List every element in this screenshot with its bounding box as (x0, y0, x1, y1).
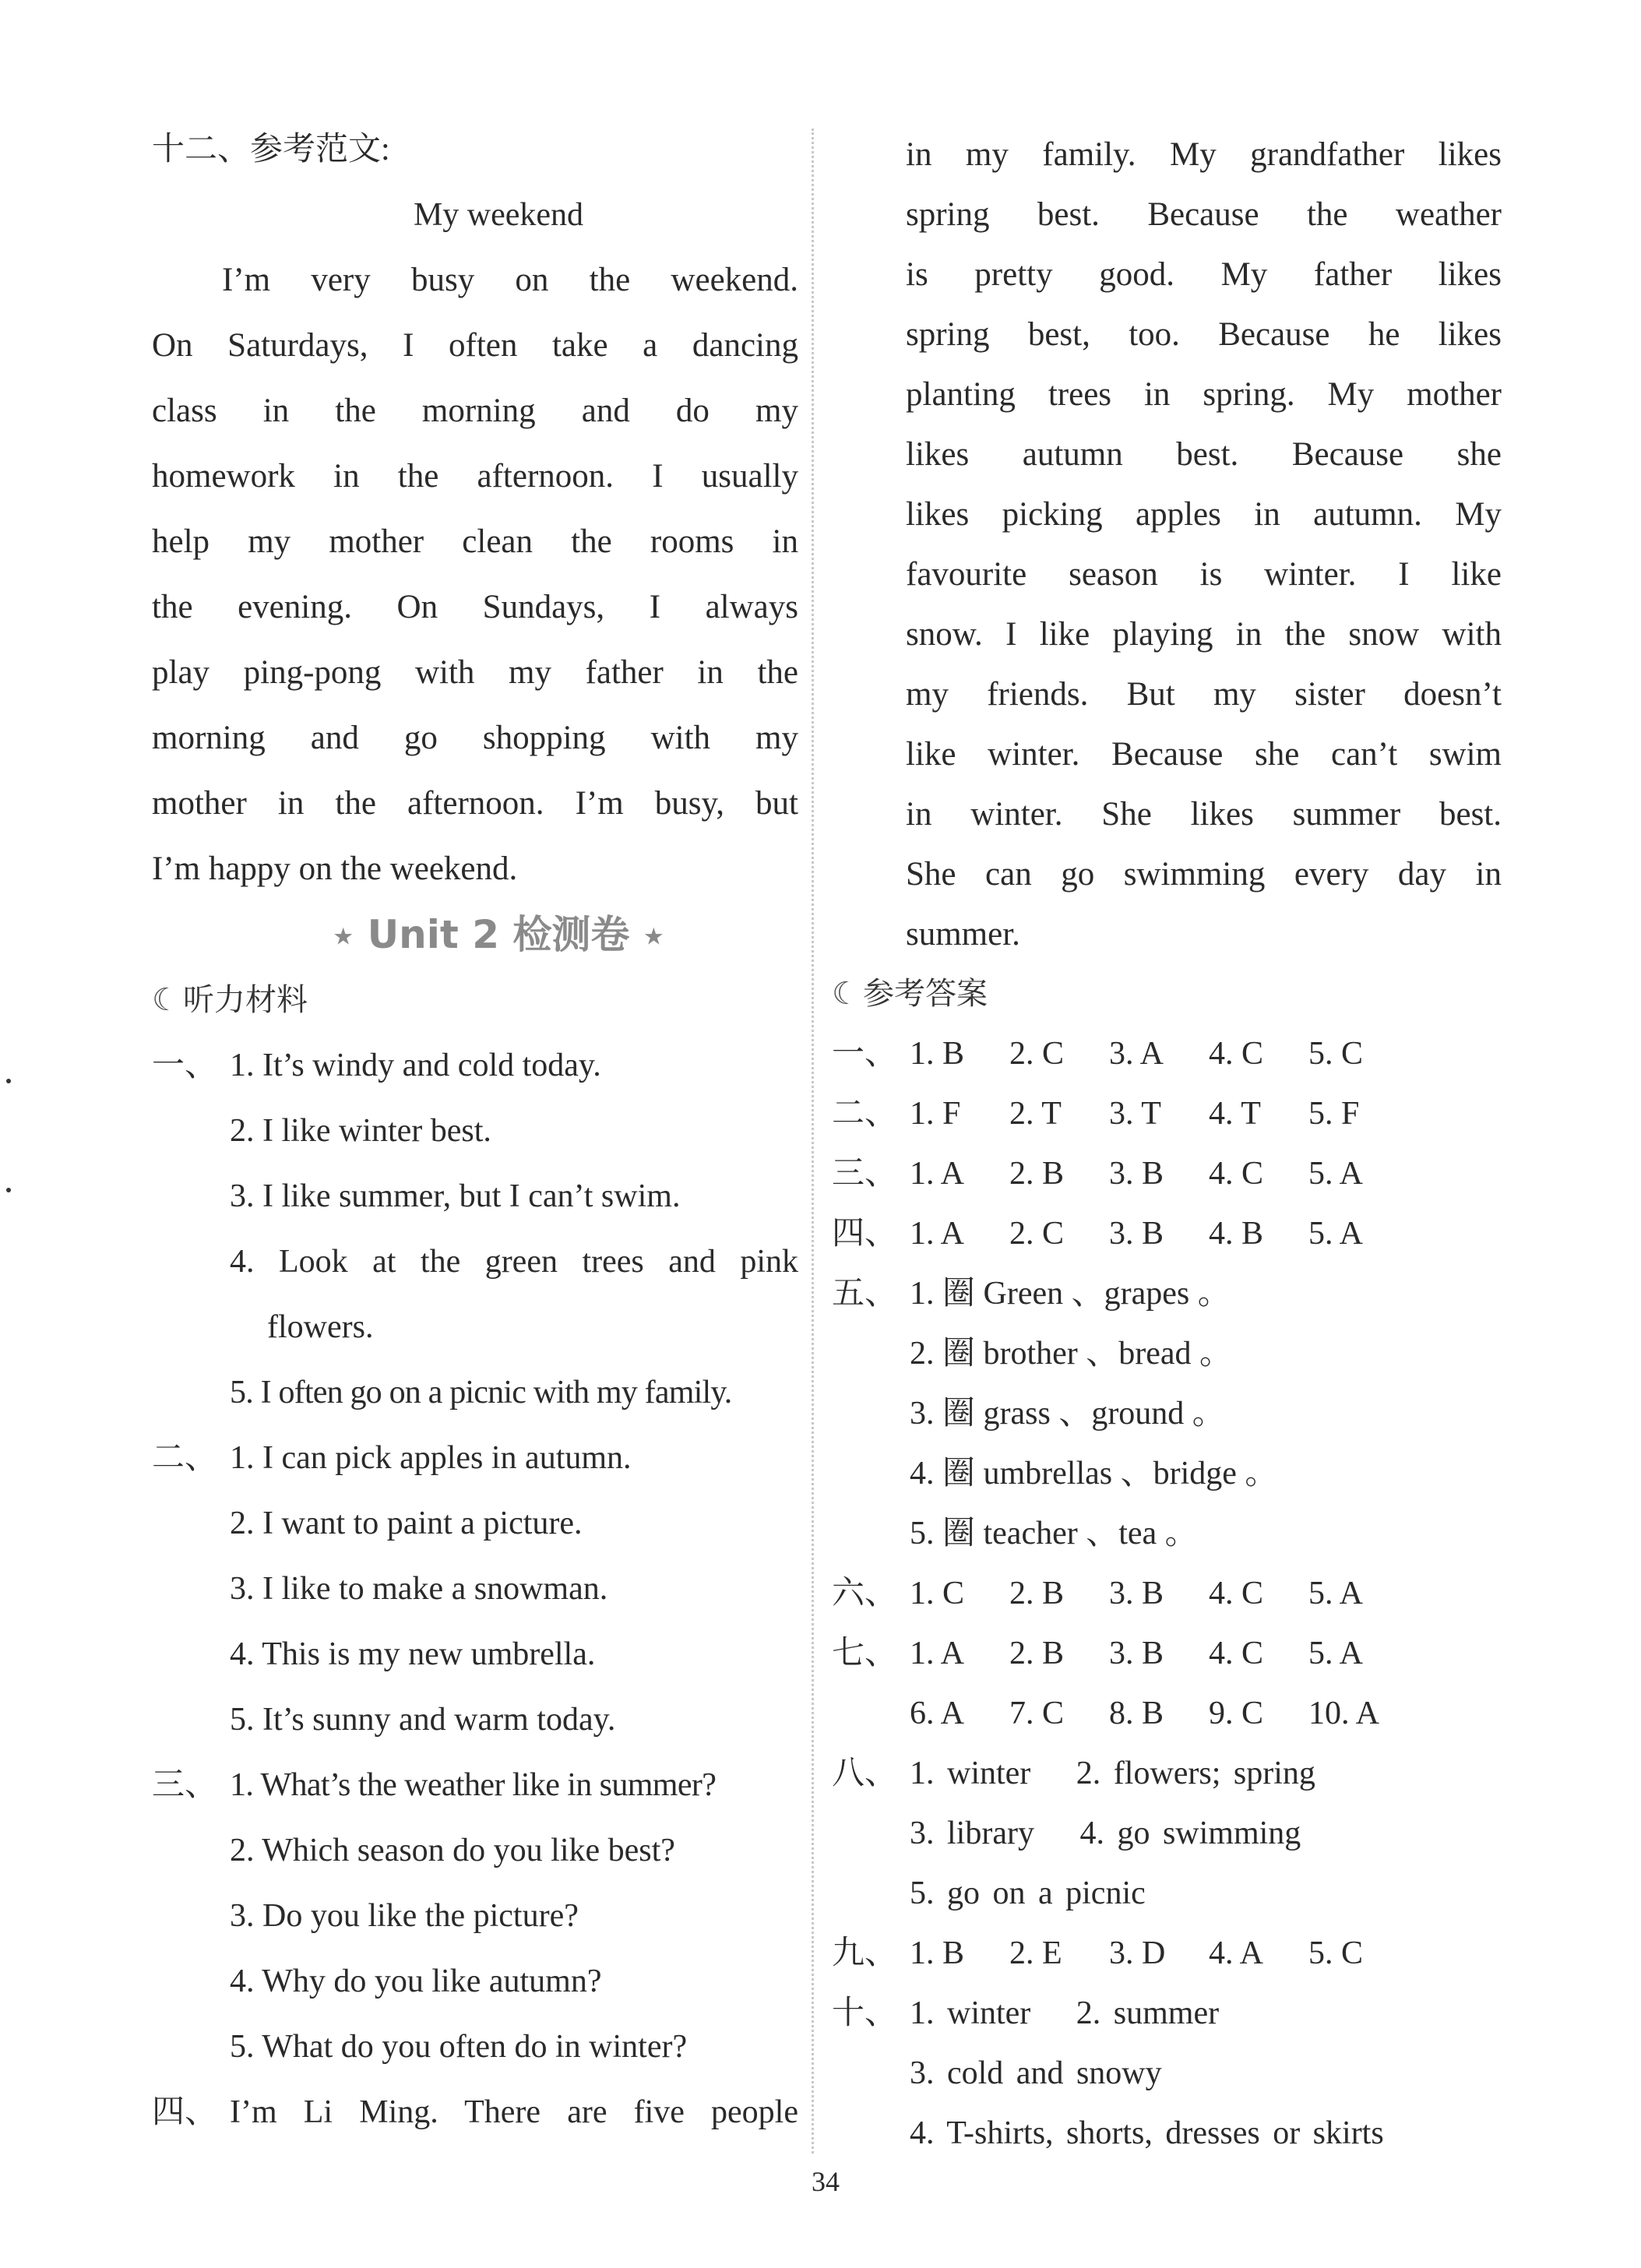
passage-line: favourite season is winter. I like (906, 556, 1502, 593)
group-number: 九、 (832, 1935, 898, 1971)
item-text: 1. It’s windy and cold today. (230, 1048, 601, 1083)
answer-text: 3. library 4. go swimming (910, 1815, 1301, 1851)
list-item (152, 2014, 798, 2080)
answer-row (832, 1504, 1502, 1564)
list-item (152, 1360, 798, 1425)
passage-line: my friends. But my sister doesn’t (906, 676, 1502, 713)
list-item (152, 1949, 798, 2014)
item-text: flowers. (267, 1309, 374, 1345)
answer-cell: 5. A (1308, 1576, 1364, 1611)
answer-row (832, 2104, 1502, 2164)
answer-row (832, 1324, 1502, 1384)
answer-text: 1. 圈 Green 、grapes 。 (910, 1276, 1231, 1312)
answer-row (832, 1684, 1502, 1744)
answer-row (832, 1744, 1502, 1804)
group-number: 六、 (832, 1576, 898, 1611)
list-item (152, 1622, 798, 1687)
item-text: 2. I like winter best. (230, 1113, 491, 1149)
essay-line: I’m very busy on the weekend. (222, 262, 798, 298)
list-item (152, 1556, 798, 1622)
answers-heading-text: 参考答案 (863, 976, 988, 1012)
answer-row (832, 2044, 1502, 2104)
list-item (152, 2080, 798, 2145)
item-text: 2. Which season do you like best? (230, 1833, 675, 1868)
answer-cell: 2. C (1009, 1216, 1065, 1252)
answer-row (832, 1924, 1502, 1984)
essay-body (152, 248, 798, 902)
passage-line: She can go swimming every day in (906, 856, 1502, 893)
answer-cell: 3. B (1109, 1576, 1164, 1611)
item-text: I’m Li Ming. There are five people (230, 2094, 798, 2130)
group-number: 十、 (832, 1995, 898, 2031)
answer-cell: 5. F (1308, 1096, 1360, 1132)
passage-line: is pretty good. My father likes (906, 256, 1502, 293)
answer-row (832, 1084, 1502, 1144)
answer-cell: 4. T (1209, 1096, 1261, 1132)
answer-cell: 4. C (1209, 1036, 1264, 1072)
answer-cell: 3. B (1109, 1216, 1164, 1252)
answer-cell: 2. C (1009, 1036, 1065, 1072)
answer-row (832, 1984, 1502, 2044)
answer-row (832, 1264, 1502, 1324)
passage-line: spring best. Because the weather (906, 196, 1502, 233)
passage-line: likes picking apples in autumn. My (906, 496, 1502, 533)
left-column (152, 117, 798, 2145)
answer-cell: 8. B (1109, 1696, 1164, 1731)
list-item (152, 1098, 798, 1164)
answer-cell: 2. E (1009, 1935, 1062, 1971)
answer-cell: 9. C (1209, 1696, 1264, 1731)
item-text: 4. This is my new umbrella. (230, 1636, 596, 1672)
unit-title-text: Unit 2 检测卷 (367, 912, 630, 957)
group-number: 四、 (832, 1216, 898, 1252)
listening-passage (832, 125, 1502, 964)
passage-line: planting trees in spring. My mother (906, 376, 1502, 413)
right-column (832, 125, 1502, 2164)
essay-line: play ping-pong with my father in the (152, 654, 798, 691)
group-number: 三、 (832, 1156, 898, 1192)
answer-row (832, 1024, 1502, 1084)
group-number: 七、 (832, 1636, 898, 1671)
answer-cell: 5. A (1308, 1156, 1364, 1192)
answer-cell: 3. B (1109, 1156, 1164, 1192)
group-number: 五、 (832, 1276, 898, 1312)
answer-cell: 2. B (1009, 1156, 1065, 1192)
column-divider (812, 129, 814, 2154)
group-number: 三、 (152, 1767, 218, 1803)
item-text: 5. It’s sunny and warm today. (230, 1702, 616, 1738)
answer-cell: 2. B (1009, 1636, 1065, 1671)
answer-cell: 3. T (1109, 1096, 1161, 1132)
essay-title: My weekend (413, 197, 584, 233)
passage-line: likes autumn best. Because she (906, 436, 1502, 473)
essay-line: I’m happy on the weekend. (152, 850, 518, 887)
passage-line: spring best, too. Because he likes (906, 316, 1502, 353)
passage-line: like winter. Because she can’t swim (906, 736, 1502, 773)
answer-cell: 1. A (910, 1156, 965, 1192)
answer-cell: 1. A (910, 1216, 965, 1252)
star-icon: ★ (643, 923, 664, 951)
group-number: 八、 (832, 1756, 898, 1791)
item-text: 2. I want to paint a picture. (230, 1506, 583, 1541)
unit-title (152, 902, 798, 967)
answer-cell: 2. B (1009, 1576, 1065, 1611)
answer-cell: 5. C (1308, 1935, 1364, 1971)
list-item (152, 1818, 798, 1883)
answer-cell: 5. C (1308, 1036, 1364, 1072)
item-text: 1. What’s the weather like in summer? (230, 1767, 717, 1803)
list-item (152, 1687, 798, 1752)
list-item (152, 1752, 798, 1818)
star-icon: ★ (333, 923, 354, 951)
passage-line: summer. (906, 916, 1020, 953)
essay-line: homework in the afternoon. I usually (152, 458, 798, 495)
answer-row (832, 1564, 1502, 1624)
answer-cell: 3. B (1109, 1636, 1164, 1671)
list-item (152, 1491, 798, 1556)
answer-cell: 3. A (1109, 1036, 1164, 1072)
answer-cell: 10. A (1308, 1696, 1380, 1731)
margin-dot (6, 1079, 11, 1083)
section-12-heading: 十二、参考范文: (152, 132, 390, 167)
essay-line: class in the morning and do my (152, 393, 798, 429)
answer-cell: 1. A (910, 1636, 965, 1671)
item-text: 3. Do you like the picture? (230, 1898, 579, 1934)
list-item (152, 1164, 798, 1229)
answer-row (832, 1384, 1502, 1444)
list-item (152, 1229, 798, 1294)
listening-heading-text: 听力材料 (183, 982, 308, 1018)
answer-text: 3. 圈 grass 、ground 。 (910, 1396, 1225, 1432)
group-number: 一、 (832, 1036, 898, 1072)
group-number: 一、 (152, 1048, 218, 1083)
item-text: 5. I often go on a picnic with my family. (230, 1375, 732, 1410)
essay-line: the evening. On Sundays, I always (152, 589, 798, 625)
answer-cell: 4. C (1209, 1636, 1264, 1671)
passage-line: in my family. My grandfather likes (906, 136, 1502, 173)
answer-row (832, 1144, 1502, 1204)
answer-cell: 5. A (1308, 1636, 1364, 1671)
essay-line: help my mother clean the rooms in (152, 523, 798, 560)
answer-cell: 1. B (910, 1036, 965, 1072)
list-item (152, 1033, 798, 1098)
item-text: 3. I like summer, but I can’t swim. (230, 1178, 681, 1214)
answer-cell: 4. C (1209, 1156, 1264, 1192)
page-number: 34 (812, 2166, 840, 2197)
answer-cell: 6. A (910, 1696, 965, 1731)
answer-text: 1. winter 2. flowers; spring (910, 1756, 1315, 1791)
answer-text: 3. cold and snowy (910, 2055, 1162, 2091)
answer-cell: 3. D (1109, 1935, 1166, 1971)
answer-cell: 2. T (1009, 1096, 1062, 1132)
answer-text: 4. 圈 umbrellas 、bridge 。 (910, 1456, 1278, 1491)
answer-row (832, 1444, 1502, 1504)
passage-line: snow. I like playing in the snow with (906, 616, 1502, 653)
answer-row (832, 1204, 1502, 1264)
answer-cell: 4. C (1209, 1576, 1264, 1611)
group-number: 四、 (152, 2094, 218, 2130)
answers-heading (832, 964, 1502, 1024)
passage-line: in winter. She likes summer best. (906, 796, 1502, 833)
group-number: 二、 (832, 1096, 898, 1132)
answer-cell: 7. C (1009, 1696, 1065, 1731)
answer-cell: 1. F (910, 1096, 961, 1132)
answer-cell: 4. A (1209, 1935, 1264, 1971)
item-text: 1. I can pick apples in autumn. (230, 1440, 632, 1476)
item-text: 4. Look at the green trees and pink (230, 1244, 798, 1280)
answer-cell: 5. A (1308, 1216, 1364, 1252)
leaf-icon: ☾ (152, 982, 180, 1018)
answer-row (832, 1864, 1502, 1924)
answer-text: 4. T-shirts, shorts, dresses or skirts (910, 2115, 1384, 2151)
answer-text: 5. go on a picnic (910, 1875, 1146, 1911)
list-item (152, 1294, 798, 1360)
essay-line: morning and go shopping with my (152, 720, 798, 756)
leaf-icon: ☾ (832, 976, 860, 1012)
answer-row (832, 1624, 1502, 1684)
answer-text: 2. 圈 brother 、bread 。 (910, 1336, 1233, 1372)
item-text: 5. What do you often do in winter? (230, 2029, 688, 2065)
item-text: 3. I like to make a snowman. (230, 1571, 608, 1607)
answer-row (832, 1804, 1502, 1864)
answer-cell: 4. B (1209, 1216, 1264, 1252)
group-number: 二、 (152, 1440, 218, 1476)
listening-heading (152, 967, 798, 1033)
answer-text: 1. winter 2. summer (910, 1995, 1220, 2031)
answer-cell: 1. C (910, 1576, 965, 1611)
margin-dot (6, 1188, 11, 1192)
answer-cell: 1. B (910, 1935, 965, 1971)
item-text: 4. Why do you like autumn? (230, 1963, 602, 1999)
list-item (152, 1883, 798, 1949)
essay-line: On Saturdays, I often take a dancing (152, 327, 798, 364)
list-item (152, 1425, 798, 1491)
answer-text: 5. 圈 teacher 、tea 。 (910, 1516, 1198, 1551)
essay-line: mother in the afternoon. I’m busy, but (152, 785, 798, 822)
